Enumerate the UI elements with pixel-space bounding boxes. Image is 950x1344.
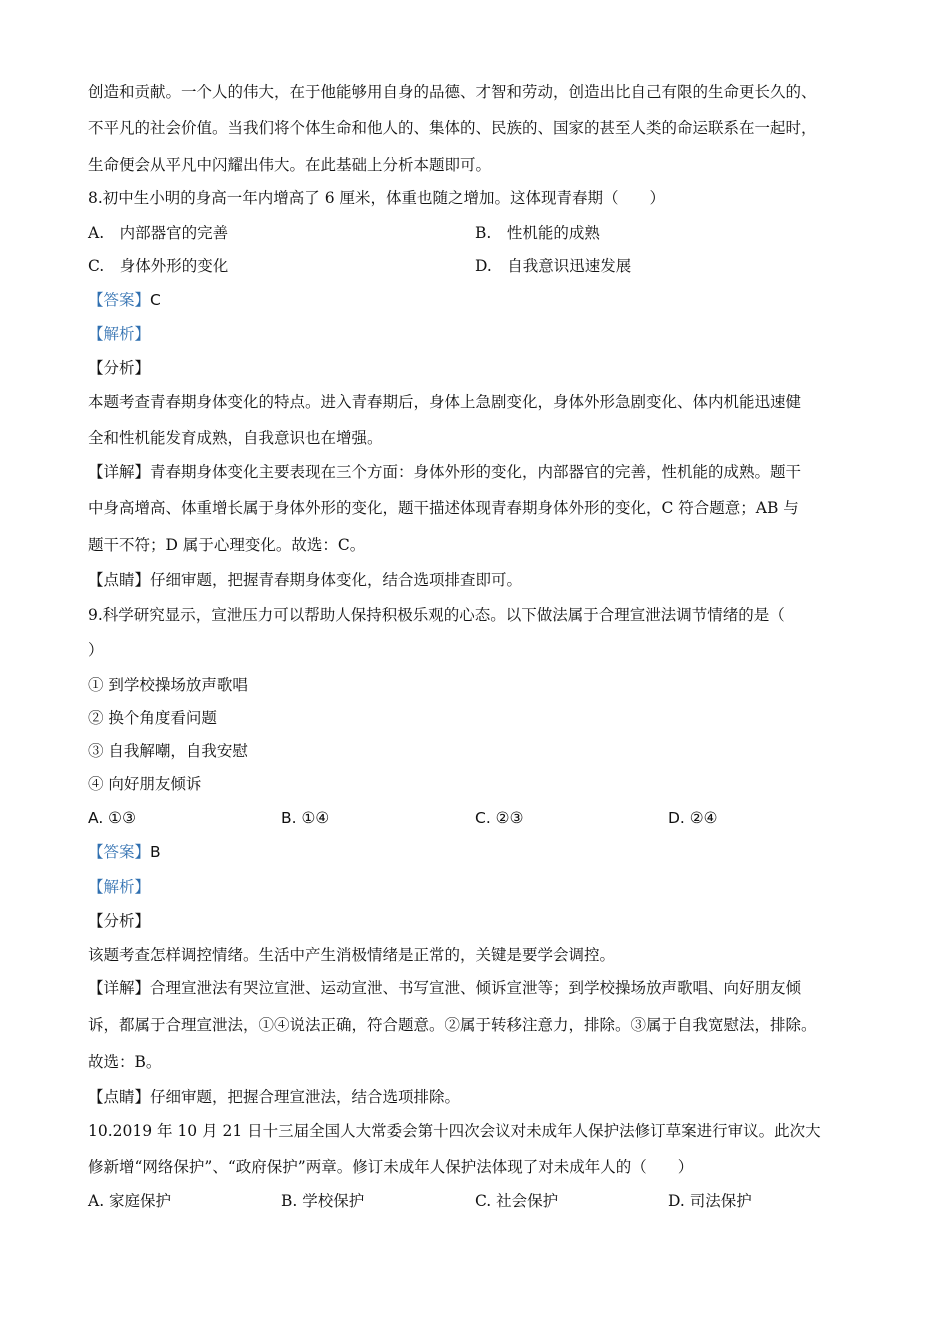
q9-detail-line-1	[88, 978, 890, 998]
q8-dianjing-text: 仔细审题，把握青春期身体变化，结合选项排查即可。	[150, 571, 523, 589]
q9-detail-line-3: 故选：B。	[88, 1053, 162, 1071]
q8-detail-line-1	[88, 462, 890, 482]
q8-option-b: B. 性机能的成熟	[475, 224, 600, 242]
q9-answer-label: 【答案】	[88, 843, 151, 861]
q8-jiexi-label: 【解析】	[88, 325, 151, 343]
q9-jiexi-label: 【解析】	[88, 878, 151, 896]
q9-option-b: B. ①④	[281, 809, 330, 827]
q9-answer	[88, 842, 890, 862]
q9-option-c: C. ②③	[475, 809, 524, 827]
q10-stem-line-1: 10.2019 年 10 月 21 日十三届全国人大常委会第十四次会议对未成年人保护法修订草案进行审议。此次大	[88, 1122, 821, 1140]
q8-detail-text-1: 青春期身体变化主要表现在三个方面：身体外形的变化，内部器官的完善，性机能的成熟。题干	[150, 463, 802, 481]
q8-answer-value: C	[150, 291, 161, 309]
q9-item-1: ① 到学校操场放声歌唱	[88, 676, 248, 694]
q9-option-a: A. ①③	[88, 809, 136, 827]
q8-detail-label: 【详解】	[88, 463, 151, 481]
q9-detail-text-1: 合理宣泄法有哭泣宣泄、运动宣泄、书写宣泄、倾诉宣泄等；到学校操场放声歌唱、向好朋友倾	[150, 979, 802, 997]
q9-item-3: ③ 自我解嘲，自我安慰	[88, 742, 248, 760]
q8-detail-line-3: 题干不符；D 属于心理变化。故选：C。	[88, 536, 366, 554]
q8-analysis-line-2: 全和性机能发育成熟，自我意识也在增强。	[88, 429, 383, 447]
q10-option-d: D. 司法保护	[668, 1192, 752, 1210]
q8-option-a: A. 内部器官的完善	[88, 224, 229, 242]
q10-option-c: C. 社会保护	[475, 1192, 559, 1210]
q9-dianjing-label: 【点睛】	[88, 1088, 151, 1106]
q8-stem: 8.初中生小明的身高一年内增高了 6 厘米，体重也随之增加。这体现青春期（ ）	[88, 189, 666, 207]
intro-line-2: 不平凡的社会价值。当我们将个体生命和他人的、集体的、民族的、国家的甚至人类的命运联系在一起时，	[88, 119, 817, 137]
intro-line-1: 创造和贡献。一个人的伟大，在于他能够用自身的品德、才智和劳动，创造出比自己有限的生命更长久的、	[88, 83, 817, 101]
q9-stem-line-2: ）	[88, 641, 104, 659]
q9-stem-line-1: 9.科学研究显示，宣泄压力可以帮助人保持积极乐观的心态。以下做法属于合理宣泄法调节情绪的是（	[88, 606, 785, 624]
q10-option-b: B. 学校保护	[281, 1192, 365, 1210]
q9-detail-label: 【详解】	[88, 979, 151, 997]
q10-stem-line-2: 修新增“网络保护”、“政府保护”两章。修订未成年人保护法体现了对未成年人的（ ）	[88, 1158, 694, 1176]
q9-detail-line-2: 诉，都属于合理宣泄法，①④说法正确，符合题意。②属于转移注意力，排除。③属于自我宽慰法，排除。	[88, 1016, 817, 1034]
q8-detail-line-2: 中身高增高、体重增长属于身体外形的变化，题干描述体现青春期身体外形的变化，C 符合题意；AB 与	[88, 499, 799, 517]
q10-option-a: A. 家庭保护	[88, 1192, 172, 1210]
q8-option-c: C. 身体外形的变化	[88, 257, 229, 275]
q8-answer	[88, 290, 890, 310]
q8-option-d: D. 自我意识迅速发展	[475, 257, 632, 275]
intro-line-3: 生命便会从平凡中闪耀出伟大。在此基础上分析本题即可。	[88, 156, 492, 174]
q9-option-d: D. ②④	[668, 809, 718, 827]
q9-fenxi-label: 【分析】	[88, 912, 151, 930]
q9-dianjing-line	[88, 1087, 890, 1107]
q8-dianjing-line	[88, 570, 890, 590]
q8-dianjing-label: 【点睛】	[88, 571, 151, 589]
q8-analysis-line-1: 本题考查青春期身体变化的特点。进入青春期后，身体上急剧变化，身体外形急剧变化、体内机能迅速健	[88, 393, 802, 411]
q9-analysis-line-1: 该题考查怎样调控情绪。生活中产生消极情绪是正常的，关键是要学会调控。	[88, 946, 616, 964]
q9-item-2: ② 换个角度看问题	[88, 709, 217, 727]
q9-answer-value: B	[150, 843, 161, 861]
q9-item-4: ④ 向好朋友倾诉	[88, 775, 202, 793]
q8-fenxi-label: 【分析】	[88, 359, 151, 377]
q9-dianjing-text: 仔细审题，把握合理宣泄法，结合选项排除。	[150, 1088, 461, 1106]
q8-answer-label: 【答案】	[88, 291, 151, 309]
